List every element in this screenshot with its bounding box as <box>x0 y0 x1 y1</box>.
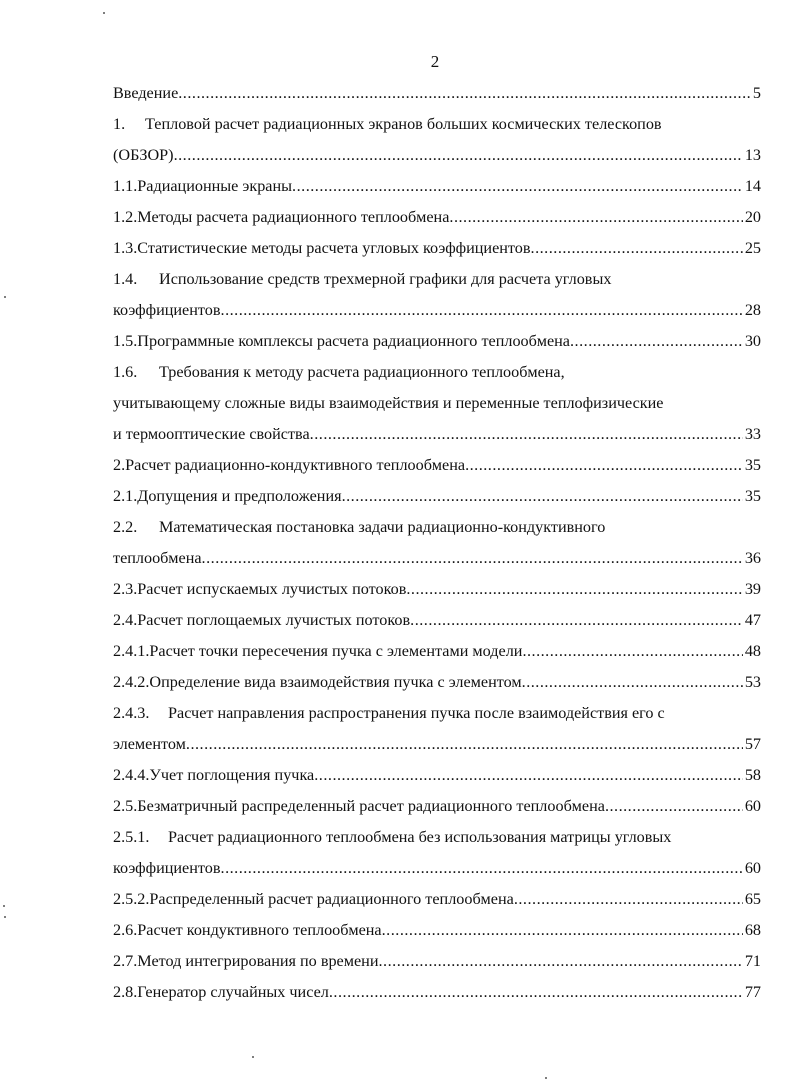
page-number: 2 <box>430 52 440 71</box>
toc-entry-continuation[interactable] <box>113 853 761 884</box>
toc-entry[interactable] <box>113 109 761 140</box>
toc-entry-page: 25 <box>744 239 761 257</box>
toc-entry[interactable] <box>113 915 761 946</box>
toc-entry-number: 2.4.2. <box>113 673 150 691</box>
toc-entry[interactable] <box>113 791 761 822</box>
dot-leader <box>329 977 743 1008</box>
dot-leader <box>178 78 751 109</box>
scan-speck <box>3 905 5 907</box>
toc-entry-page: 36 <box>744 549 761 567</box>
dot-leader <box>531 233 743 264</box>
toc-entry-title: Требования к методу расчета радиационного теплообмена, <box>159 363 565 381</box>
toc-entry-number: 2.5. <box>113 797 138 815</box>
toc-entry-title: Распределенный расчет радиационного теплообмена <box>149 890 514 908</box>
toc-entry-title-last-line: элементом <box>113 735 186 753</box>
toc-entry-page: 47 <box>744 611 761 629</box>
toc-entry-page: 35 <box>744 487 761 505</box>
dot-leader <box>410 605 743 636</box>
toc-entry[interactable] <box>113 481 761 512</box>
dot-leader <box>522 636 742 667</box>
dot-leader <box>292 171 743 202</box>
toc-entry-title-last-line: и термооптические свойства <box>113 425 310 443</box>
toc-entry-number: 2.1. <box>113 487 138 505</box>
toc-entry-page: 68 <box>744 921 761 939</box>
toc-entry-title: Статистические методы расчета угловых коэффициентов <box>137 239 531 257</box>
toc-entry[interactable] <box>113 822 761 853</box>
toc-entry-number: 2.4.3. <box>113 704 150 722</box>
scan-speck <box>252 1056 254 1058</box>
toc-entry[interactable] <box>113 946 761 977</box>
dot-leader <box>342 481 743 512</box>
toc-entry-number: 2.5.1. <box>113 828 150 846</box>
toc-entry-page: 71 <box>744 952 761 970</box>
toc-entry[interactable] <box>113 326 761 357</box>
toc-entry-number: 2.5.2. <box>113 890 150 908</box>
toc-entry[interactable] <box>113 977 761 1008</box>
toc-entry-title: Программные комплексы расчета радиационного теплообмена <box>137 332 570 350</box>
toc-entry-continuation[interactable] <box>113 140 761 171</box>
toc-entry-title: Допущения и предположения <box>137 487 342 505</box>
toc-entry[interactable] <box>113 450 761 481</box>
toc-entry-page: 39 <box>744 580 761 598</box>
toc-entry[interactable] <box>113 760 761 791</box>
toc-entry-title: Введение <box>113 84 179 102</box>
toc-entry-title: Генератор случайных чисел <box>137 983 329 1001</box>
toc-entry-title: Учет поглощения пучка <box>149 766 315 784</box>
toc-entry-number: 1.1. <box>113 177 138 195</box>
dot-leader <box>221 295 743 326</box>
toc-entry-continuation[interactable] <box>113 729 761 760</box>
toc-entry[interactable] <box>113 171 761 202</box>
toc-entry-title: Методы расчета радиационного теплообмена <box>137 208 450 226</box>
toc-entry-page: 5 <box>752 84 761 102</box>
toc-entry-title: Расчет направления распространения пучка после взаимодействия его с <box>168 704 665 722</box>
dot-leader <box>310 419 743 450</box>
toc-entry-title: Расчет кондуктивного теплообмена <box>137 921 382 939</box>
toc-entry-page: 65 <box>744 890 761 908</box>
toc-entry-title: Математическая постановка задачи радиационно-кондуктивного <box>159 518 606 536</box>
toc-entry[interactable] <box>113 574 761 605</box>
toc-entry-title-line: учитывающему сложные виды взаимодействия и переменные теплофизические <box>113 394 664 412</box>
toc-entry-title: Расчет радиационного теплообмена без использования матрицы угловых <box>168 828 672 846</box>
toc-entry-page: 48 <box>744 642 761 660</box>
dot-leader <box>379 946 743 977</box>
toc-entry[interactable] <box>113 605 761 636</box>
toc-entry-title: Расчет испускаемых лучистых потоков <box>137 580 407 598</box>
dot-leader <box>186 729 743 760</box>
dot-leader <box>406 574 742 605</box>
toc-entry-page: 28 <box>744 301 761 319</box>
toc-entry-number: 1.5. <box>113 332 138 350</box>
toc-entry-number: 1.6. <box>113 363 138 381</box>
toc-entry-number: 2.3. <box>113 580 138 598</box>
toc-entry[interactable] <box>113 357 761 388</box>
toc-entry-title: Безматричный распределенный расчет радиационного теплообмена <box>137 797 605 815</box>
toc-entry-number: 1. <box>113 115 126 133</box>
toc-entry-page: 53 <box>744 673 761 691</box>
toc-entry-title: Радиационные экраны <box>137 177 293 195</box>
toc-entry-number: 2.2. <box>113 518 138 536</box>
toc-entry-number: 2.7. <box>113 952 138 970</box>
scan-speck <box>545 1077 547 1079</box>
toc-entry[interactable] <box>113 636 761 667</box>
toc-entry-page: 30 <box>744 332 761 350</box>
dot-leader <box>314 760 743 791</box>
toc-entry-number: 2.8. <box>113 983 138 1001</box>
toc-entry-title: Расчет поглощаемых лучистых потоков <box>137 611 411 629</box>
dot-leader <box>522 667 743 698</box>
dot-leader <box>221 853 743 884</box>
toc-entry[interactable] <box>113 202 761 233</box>
toc-entry-title: Тепловой расчет радиационных экранов больших космических телескопов <box>145 115 662 133</box>
dot-leader <box>449 202 742 233</box>
toc-entry-number: 2. <box>113 456 126 474</box>
toc-entry-page: 58 <box>744 766 761 784</box>
toc-entry-title-last-line: теплообмена <box>113 549 202 567</box>
scan-speck <box>103 12 105 14</box>
toc-entry[interactable] <box>113 512 761 543</box>
toc-entry-continuation[interactable] <box>113 388 761 419</box>
scan-speck <box>4 916 6 918</box>
toc-entry-number: 1.2. <box>113 208 138 226</box>
table-of-contents <box>113 78 761 1008</box>
toc-entry-number: 2.4. <box>113 611 138 629</box>
toc-entry-page: 35 <box>744 456 761 474</box>
toc-entry-title: Метод интегрирования по времени <box>137 952 379 970</box>
toc-entry[interactable] <box>113 698 761 729</box>
scan-speck <box>4 296 6 298</box>
toc-entry[interactable] <box>113 667 761 698</box>
toc-entry-number: 1.4. <box>113 270 138 288</box>
toc-entry-number: 2.6. <box>113 921 138 939</box>
toc-entry-continuation[interactable] <box>113 543 761 574</box>
toc-entry-title: Расчет точки пересечения пучка с элементами модели <box>149 642 523 660</box>
toc-entry-title: Использование средств трехмерной графики для расчета угловых <box>159 270 612 288</box>
toc-entry-continuation[interactable] <box>113 419 761 450</box>
toc-entry-title-last-line: коэффициентов <box>113 301 221 319</box>
toc-entry[interactable] <box>113 233 761 264</box>
toc-entry-number: 2.4.4. <box>113 766 150 784</box>
toc-entry-title-last-line: (ОБЗОР) <box>113 146 174 164</box>
toc-entry-page: 57 <box>744 735 761 753</box>
toc-entry[interactable] <box>113 264 761 295</box>
dot-leader <box>465 450 743 481</box>
toc-entry-title: Расчет радиационно-кондуктивного теплообмена <box>125 456 466 474</box>
toc-entry-page: 20 <box>744 208 761 226</box>
dot-leader <box>605 791 743 822</box>
toc-entry-page: 77 <box>744 983 761 1001</box>
toc-entry-page: 33 <box>744 425 761 443</box>
dot-leader <box>382 915 743 946</box>
toc-entry-continuation[interactable] <box>113 295 761 326</box>
dot-leader <box>174 140 743 171</box>
toc-entry[interactable] <box>113 884 761 915</box>
dot-leader <box>570 326 743 357</box>
toc-entry-page: 13 <box>744 146 761 164</box>
toc-entry-title-last-line: коэффициентов <box>113 859 221 877</box>
toc-entry-page: 14 <box>744 177 761 195</box>
toc-entry-page: 60 <box>744 797 761 815</box>
toc-entry[interactable] <box>113 78 761 109</box>
dot-leader <box>202 543 743 574</box>
toc-entry-title: Определение вида взаимодействия пучка с элементом <box>149 673 522 691</box>
dot-leader <box>514 884 743 915</box>
toc-entry-page: 60 <box>744 859 761 877</box>
toc-entry-number: 1.3. <box>113 239 138 257</box>
toc-entry-number: 2.4.1. <box>113 642 150 660</box>
